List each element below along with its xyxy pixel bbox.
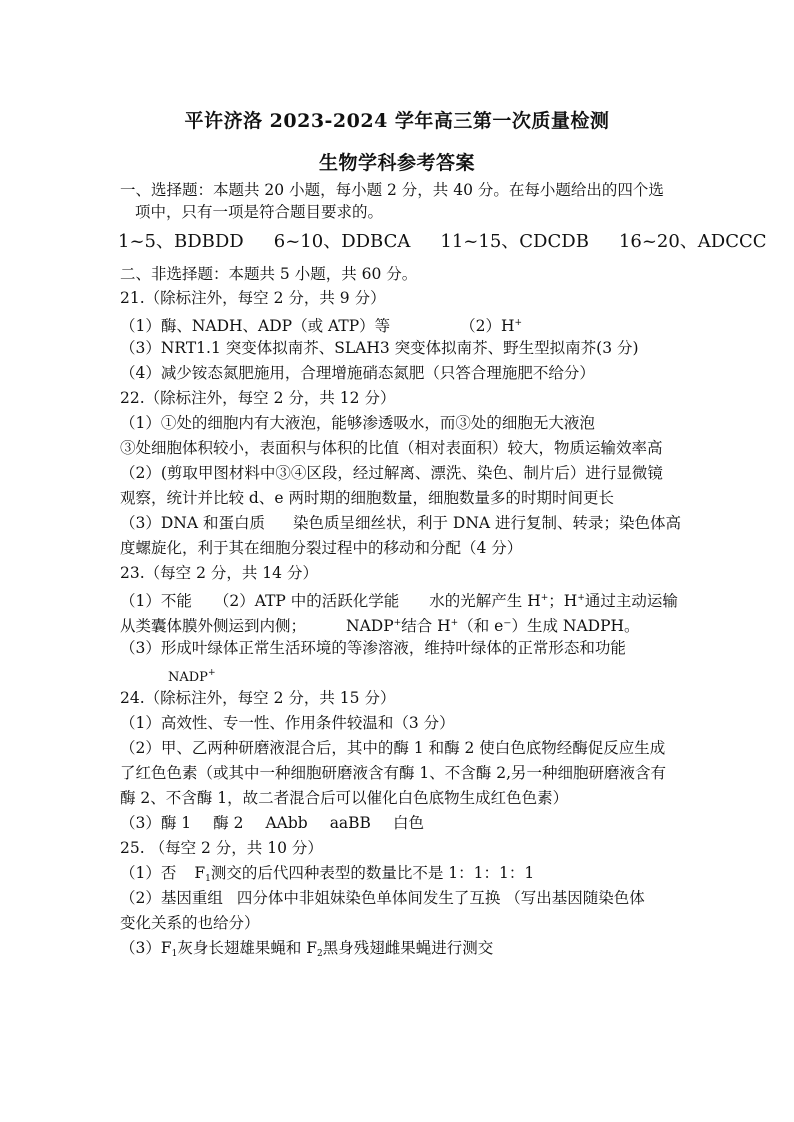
q24-line-1: （1）高效性、专一性、作用条件较温和（3 分） bbox=[120, 714, 455, 732]
q25-heading: 25. （每空 2 分，共 10 分） bbox=[120, 839, 323, 857]
q23-line-4 bbox=[168, 663, 728, 688]
q24-line-2: （2）甲、乙两种研磨液混合后，其中的酶 1 和酶 2 使白色底物经酶促反应生成 bbox=[120, 739, 666, 757]
q23-heading: 23.（每空 2 分，共 14 分） bbox=[120, 564, 318, 582]
q25-line-4 bbox=[120, 938, 680, 964]
q25-answer-3a: （3）F bbox=[120, 939, 172, 957]
q23-answer-3-part2: ；H bbox=[548, 592, 578, 610]
q23-nadp-sup: + bbox=[393, 618, 402, 628]
q25-answer-3b: 灰身长翅雄果蝇和 F bbox=[177, 939, 318, 957]
q24-answer-genotype2: aaBB bbox=[329, 814, 371, 832]
q25-answer-2a: （2）基因重组 bbox=[120, 889, 223, 907]
q24-answer-enzyme1: （3）酶 1 bbox=[120, 814, 192, 832]
q23-h-sup-3: + bbox=[450, 618, 459, 628]
q24-answer-genotype1: AAbb bbox=[265, 814, 308, 832]
q24-answer-enzyme2: 酶 2 bbox=[213, 814, 244, 832]
q24-line-3: 了红色色素（或其中一种细胞研磨液含有酶 1、不含酶 2,另一种细胞研磨液含有 bbox=[120, 764, 667, 782]
q25-line-3: 变化关系的也给分） bbox=[120, 914, 260, 932]
section1-intro-line1: 一、选择题：本题共 20 小题，每小题 2 分，共 40 分。在每小题给出的四个选 bbox=[120, 181, 664, 199]
q25-answer-3c: 黑身残翅雌果蝇进行测交 bbox=[322, 939, 494, 957]
q25-answer-1b: 测交的后代四种表型的数量比不是 1：1：1：1 bbox=[210, 864, 535, 882]
q22-line-1: （1）①处的细胞内有大液泡，能够渗透吸水，而③处的细胞无大液泡 bbox=[120, 414, 595, 432]
choice-answers-16-20: 16~20、ADCCC bbox=[618, 231, 767, 252]
choice-answers-1-5: 1~5、BDBDD bbox=[118, 231, 244, 252]
q22-line-5 bbox=[120, 513, 680, 533]
q22-line-6: 度螺旋化，利于其在细胞分裂过程中的移动和分配（4 分） bbox=[120, 539, 523, 557]
q23-line-1 bbox=[120, 588, 680, 611]
q23-h-sup-2: + bbox=[577, 593, 585, 603]
q25-line-2 bbox=[120, 888, 680, 908]
q25-f2-sub: 2 bbox=[317, 949, 323, 959]
q23-combine-text: 结合 H bbox=[401, 617, 451, 635]
q25-answer-1a: （1）否 bbox=[120, 864, 177, 882]
choice-answers-row bbox=[118, 231, 767, 252]
q22-line-2: ③处细胞体积较小，表面积与体积的比值（相对表面积）较大，物质运输效率高 bbox=[120, 439, 663, 457]
q23-answer-1: （1）不能 bbox=[120, 592, 192, 610]
q22-answer-3a: （3）DNA 和蛋白质 bbox=[120, 514, 265, 532]
page-title: 平许济洛 2023-2024 学年高三第一次质量检测 bbox=[184, 110, 610, 132]
q25-f1-sub: 1 bbox=[205, 874, 211, 884]
choice-answers-11-15: 11~15、CDCDB bbox=[440, 231, 589, 252]
q23-answer-2: （2）ATP 中的活跃化学能 bbox=[213, 592, 400, 610]
q23-nadph-text: （和 e⁻）生成 NADPH。 bbox=[458, 617, 640, 635]
q21-answer-2-sup: + bbox=[514, 318, 523, 328]
q23-answer-3-part4: 从类囊体膜外侧运到内侧； bbox=[120, 617, 307, 635]
q23-line-3: （3）形成叶绿体正常生活环境的等渗溶液，维持叶绿体的正常形态和功能 bbox=[120, 639, 626, 657]
q24-heading: 24.（除标注外，每空 2 分，共 15 分） bbox=[120, 689, 396, 707]
q21-answer-1-2 bbox=[120, 313, 680, 336]
q21-answer-4: （4）减少铵态氮肥施用，合理增施硝态氮肥（只答合理施肥不给分） bbox=[120, 364, 595, 382]
q22-line-3: （2）(剪取甲图材料中③④区段，经过解离、漂洗、染色、制片后）进行显微镜 bbox=[120, 464, 663, 482]
q25-f1-text: F bbox=[194, 864, 206, 882]
q21-answer-2: （2）H bbox=[460, 317, 515, 335]
q24-answer-color: 白色 bbox=[392, 814, 424, 832]
section2-heading: 二、非选择题：本题共 5 小题，共 60 分。 bbox=[120, 265, 418, 283]
page-subtitle: 生物学科参考答案 bbox=[318, 152, 475, 174]
q25-f1-sub-2: 1 bbox=[171, 949, 178, 959]
q25-line-1 bbox=[120, 863, 680, 889]
q21-heading: 21.（除标注外，每空 2 分，共 9 分） bbox=[120, 289, 386, 307]
q25-answer-2b: 四分体中非姐妹染色单体间发生了互换 （写出基因随染色体 bbox=[236, 889, 645, 907]
q23-answer-3-part1: 水的光解产生 H bbox=[429, 592, 541, 610]
choice-answers-6-10: 6~10、DDBCA bbox=[273, 231, 411, 252]
section1-intro-line2: 项中，只有一项是符合题目要求的。 bbox=[135, 203, 384, 221]
q23-answer-3-part3: 通过主动运输 bbox=[584, 592, 678, 610]
q22-line-4: 观察，统计并比较 d、e 两时期的细胞数量，细胞数量多的时期时间更长 bbox=[120, 489, 614, 507]
q23-line-2 bbox=[120, 613, 680, 636]
q21-answer-3: （3）NRT1.1 突变体拟南芥、SLAH3 突变体拟南芥、野生型拟南芥(3 分) bbox=[120, 339, 639, 357]
q23-h-sup-1: + bbox=[540, 593, 549, 603]
q22-heading: 22.（除标注外，每空 2 分，共 12 分） bbox=[120, 389, 396, 407]
q23-answer-nadp-sup: + bbox=[207, 668, 216, 678]
q24-line-4: 酶 2、不含酶 1，故二者混合后可以催化白色底物生成红色色素） bbox=[120, 789, 569, 807]
q22-answer-3b: 染色质呈细丝状，利于 DNA 进行复制、转录；染色体高 bbox=[292, 514, 682, 532]
q23-answer-nadp: NADP bbox=[168, 670, 208, 685]
q23-nadp-text: NADP bbox=[346, 617, 394, 635]
q24-line-5 bbox=[120, 813, 680, 833]
q21-answer-1: （1）酶、NADH、ADP（或 ATP）等 bbox=[120, 317, 391, 335]
